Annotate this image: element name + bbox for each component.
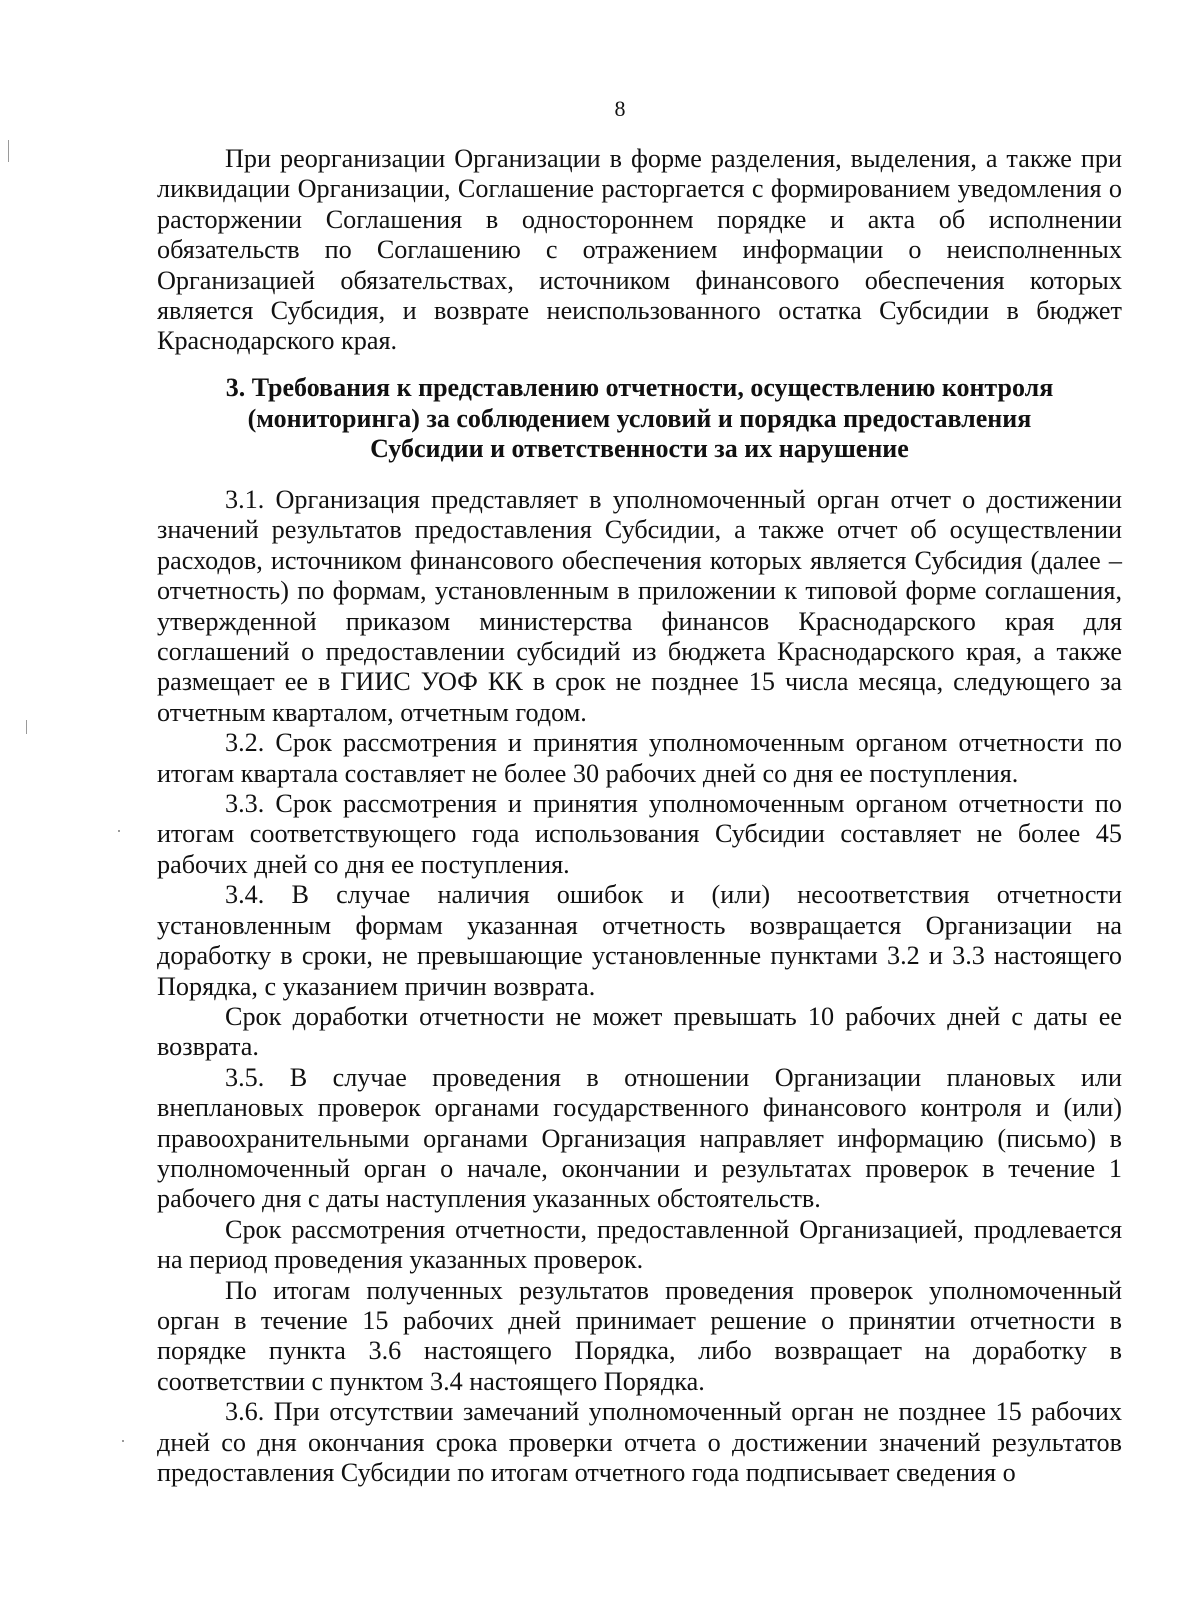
scan-artifact [122,1440,124,1442]
paragraph-3-4: 3.4. В случае наличия ошибок и (или) несоответствия отчетности установленным формам указанная отчетность возвращается Организации на доработку в сроки, не превышающие установленные пунктами 3.2 и 3.3 настоящего Порядка, с указанием причин возврата. [157,880,1122,1001]
paragraph-3-3: 3.3. Срок рассмотрения и принятия уполномоченным органом отчетности по итогам соответствующего года использования Субсидии составляет не более 45 рабочих дней со дня ее поступления. [157,789,1122,879]
section-body [157,485,1122,1488]
paragraph-inspection-results: По итогам полученных результатов проведения проверок уполномоченный орган в течение 15 рабочих дней принимает решение о принятии отчетности в порядке пункта 3.6 настоящего Порядка, либо возвращает на доработку в соответствии с пунктом 3.4 настоящего Порядка. [157,1275,1122,1396]
paragraph-3-2: 3.2. Срок рассмотрения и принятия уполномоченным органом отчетности по итогам квартала составляет не более 30 рабочих дней со дня ее поступления. [157,728,1122,788]
scan-artifact [118,830,120,832]
page-number: 8 [614,96,626,121]
section-heading-block [157,373,1122,465]
intro-paragraph: При реорганизации Организации в форме разделения, выделения, а также при ликвидации Организации, Соглашение расторгается с формированием уведомления о расторжении Соглашения в одностороннем порядке и акта об исполнении обязательств по Соглашению с отражением информации о неисполненных Организацией обязательствах, источником финансового обеспечения которых является Субсидия, и возврате неиспользованного остатка Субсидии в бюджет Краснодарского края. [157,144,1122,356]
paragraph-3-1: 3.1. Организация представляет в уполномоченный орган отчет о достижении значений результатов предоставления Субсидии, а также отчет об осуществлении расходов, источником финансового обеспечения которых является Субсидия (далее – отчетность) по формам, установленным в приложении к типовой форме соглашения, утвержденной приказом министерства финансов Краснодарского края для соглашений о предоставлении субсидий из бюджета Краснодарского края, а также размещает ее в ГИИС УОФ КК в срок не позднее 15 числа месяца, следующего за отчетным кварталом, отчетным годом. [157,485,1122,727]
paragraph-rework-term: Срок доработки отчетности не может превышать 10 рабочих дней с даты ее возврата. [157,1001,1122,1062]
paragraph-3-6: 3.6. При отсутствии замечаний уполномоченный орган не позднее 15 рабочих дней со дня окончания срока проверки отчета о достижении значений результатов предоставления Субсидии по итогам отчетного года подписывает сведения о [157,1397,1122,1487]
scan-artifact [26,720,27,734]
paragraph-3-5: 3.5. В случае проведения в отношении Организации плановых или внеплановых проверок органами государственного финансового контроля и (или) правоохранительными органами Организация направляет информацию (письмо) в уполномоченный орган о начале, окончании и результатах проверок в течение 1 рабочего дня с даты наступления указанных обстоятельств. [157,1062,1122,1214]
intro-block [157,144,1122,357]
section-heading: 3. Требования к представлению отчетности, осуществлению контроля (мониторинга) за соблюдением условий и порядка предоставления Субсидии и ответственности за их нарушение [225,373,1054,463]
scan-artifact [8,140,9,162]
paragraph-review-extension: Срок рассмотрения отчетности, предоставленной Организацией, продлевается на период проведения указанных проверок. [157,1214,1122,1275]
